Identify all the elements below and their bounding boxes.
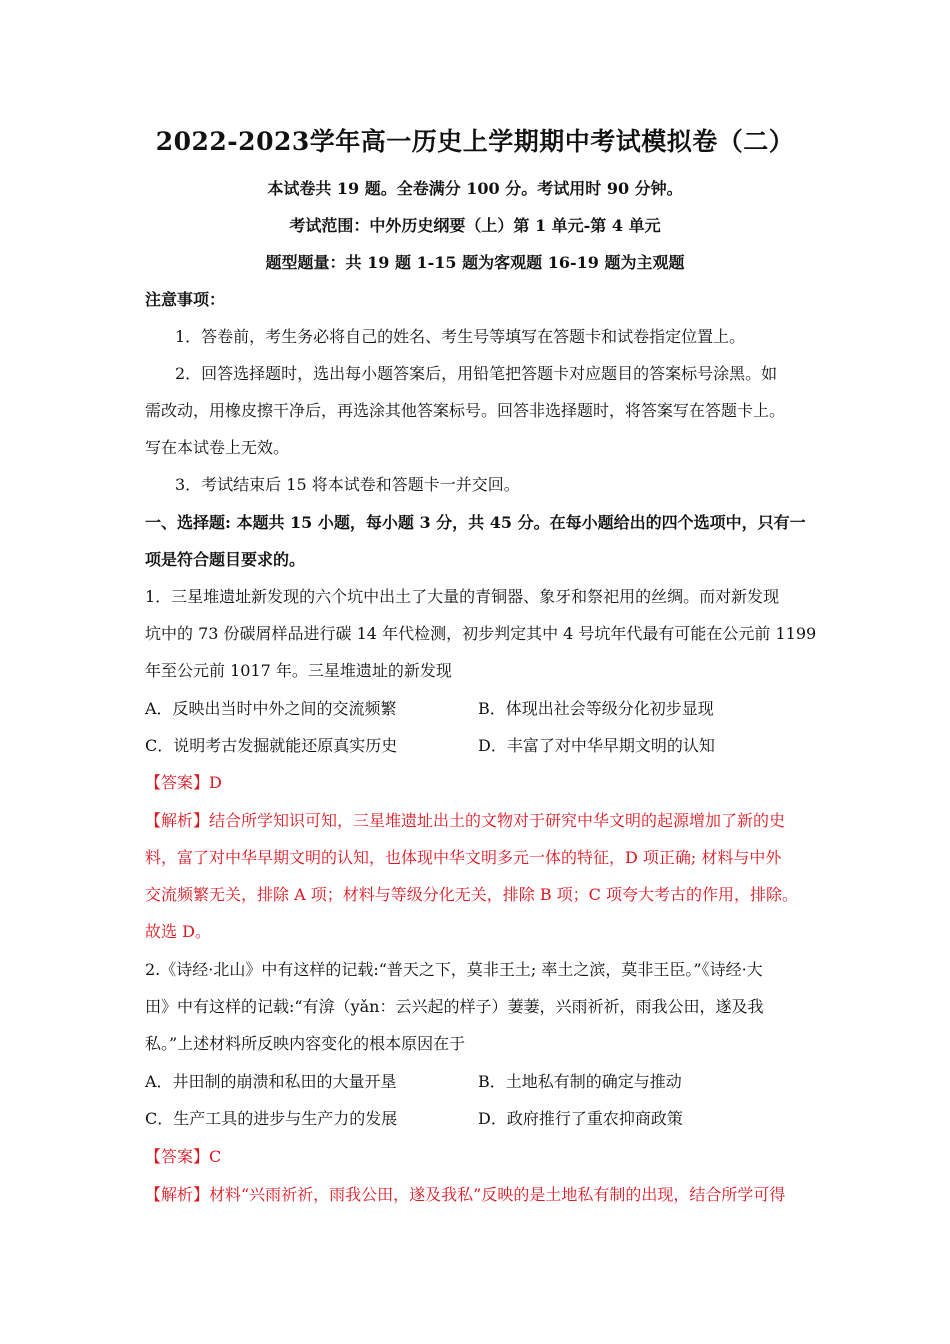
answer-value: D: [209, 773, 222, 792]
answer-value: C: [209, 1147, 222, 1166]
answer-label: 【答案】: [145, 773, 210, 792]
option-b: B．土地私有制的确定与推动: [478, 1072, 682, 1091]
exam-question-types-line: 题型题量：共 19 题 1-15 题为客观题 16-19 题为主观题: [265, 253, 685, 272]
analysis-line: 交流频繁无关，排除 A 项；材料与等级分化无关，排除 B 项；C 项夸大考古的作用，排除。: [145, 885, 798, 904]
answer-line: [145, 1144, 810, 1167]
page-title: 2022-2023学年高一历史上学期期中考试模拟卷（二）: [155, 127, 795, 156]
question-stem: 坑中的 73 份碳屑样品进行碳 14 年代检测，初步判定其中 4 号坑年代最有可能在公元前 1199: [145, 624, 817, 643]
option-c: C．生产工具的进步与生产力的发展: [145, 1109, 398, 1128]
question-stem: 1．三星堆遗址新发现的六个坑中出土了大量的青铜器、象牙和祭祀用的丝绸。而对新发现: [145, 587, 780, 606]
notice-item: 2．回答选择题时，选出每小题答案后，用铅笔把答题卡对应题目的答案标号涂黑。如: [175, 364, 778, 383]
section-heading-continued: 项是符合题目要求的。: [145, 550, 306, 569]
notice-item-continued: 写在本试卷上无效。: [145, 438, 290, 457]
option-a: A．反映出当时中外之间的交流频繁: [145, 699, 397, 718]
option-a: A．井田制的崩溃和私田的大量开垦: [145, 1072, 397, 1091]
exam-scope-line: 考试范围：中外历史纲要（上）第 1 单元-第 4 单元: [289, 216, 661, 235]
analysis-line: 【解析】结合所学知识可知，三星堆遗址出土的文物对于研究中华文明的起源增加了新的史: [145, 811, 786, 830]
option-b: B．体现出社会等级分化初步显现: [478, 699, 714, 718]
question-stem: 年至公元前 1017 年。三星堆遗址的新发现: [145, 661, 452, 680]
question-stem: 私。”上述材料所反映内容变化的根本原因在于: [145, 1034, 466, 1053]
question-stem: 田》中有这样的记载:“有渰（yǎn：云兴起的样子）萋萋，兴雨祈祈，雨我公田，遂及我: [145, 997, 764, 1016]
analysis-line: 故选 D。: [145, 922, 211, 941]
option-c: C．说明考古发掘就能还原真实历史: [145, 736, 398, 755]
option-d: D．政府推行了重农抑商政策: [478, 1109, 683, 1128]
notice-item: 3．考试结束后 15 将本试卷和答题卡一并交回。: [175, 475, 520, 494]
exam-info-line: 本试卷共 19 题。全卷满分 100 分。考试用时 90 分钟。: [267, 179, 683, 198]
analysis-line: 【解析】材料“兴雨祈祈，雨我公田，遂及我私”反映的是土地私有制的出现，结合所学可得: [145, 1185, 786, 1204]
analysis-line: 料，富了对中华早期文明的认知，也体现中华文明多元一体的特征，D 项正确; 材料与中外: [145, 848, 782, 867]
notice-item: 1．答卷前，考生务必将自己的姓名、考生号等填写在答题卡和试卷指定位置上。: [175, 327, 746, 346]
notice-heading: 注意事项：: [145, 290, 226, 309]
answer-label: 【答案】: [145, 1147, 210, 1166]
notice-item-continued: 需改动，用橡皮擦干净后，再选涂其他答案标号。回答非选择题时，将答案写在答题卡上。: [145, 401, 786, 420]
section-heading: 一、选择题: 本题共 15 小题，每小题 3 分，共 45 分。在每小题给出的四个选项中，只有一: [145, 513, 806, 532]
answer-line: [145, 770, 810, 793]
question-stem: 2.《诗经·北山》中有这样的记载:“普天之下，莫非王土; 率土之滨，莫非王臣。”《诗经·大: [145, 960, 763, 979]
option-d: D．丰富了对中华早期文明的认知: [478, 736, 715, 755]
